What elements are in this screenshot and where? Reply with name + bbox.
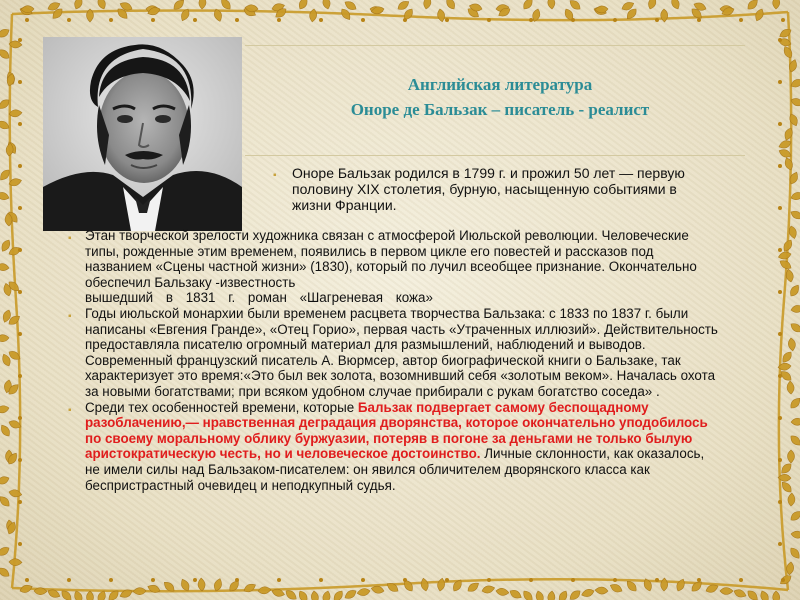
- paragraph-1: [68, 228, 720, 306]
- paragraph-2-text: Годы июльской монархии были временем расцвета творчества Бальзака: с 1833 по 1837 г. были написаны «Евгения Гранде», «Отец Горио», первая часть «Утраченных иллюзий». Действительность предоставляла писателю огромный материал для размышлений, наблюдений и выводов. Современный французский писатель А. Вюрмсер, автор биографической книги о Бальзаке, так характеризует это время:«Это был век золота, возомнивший себя «золотым веком». Началась охота за новыми богатствами; при всяком удобном случае прибирали с рукам богатство соседа» .: [85, 305, 718, 399]
- bullet-icon: ▪: [68, 310, 72, 322]
- bullet-icon: ▪: [273, 170, 277, 181]
- title-line-2: Оноре де Бальзак – писатель - реалист: [350, 100, 650, 119]
- paragraph-1-main: Этан творческой зрелости художника связан с атмосферой Июльской революции. Человеческие типы, рожденные этим временем, появились в первом цикле его повестей и рассказов под названием «Сцены частной жизни» (1830), который по лучил всеобщее признание. Окончательно обеспечил Бальзаку -известность: [85, 228, 697, 290]
- slide-title: [250, 72, 750, 122]
- paragraph-3-emphasis: Бальзак подвергает самому беспощадному разоблачению,— нравственная деградация дворянства, которое окончательно уподобилось по своему моральному облику буржуазии, потеряв в погоне за деньгами не только былую аристократическую честь, но и человеческое достоинство.: [85, 399, 708, 462]
- portrait-photo: [43, 37, 242, 231]
- bullet-icon: ▪: [68, 404, 72, 416]
- title-rule-top: [245, 45, 745, 46]
- intro-text: Оноре Бальзак родился в 1799 г. и прожил 50 лет — первую половину XIX столетия, бурную, насыщенную событиями в жизни Франции.: [292, 165, 685, 213]
- paragraph-3-end: Личные склонности, как оказалось, не имели силы над Бальзаком-писателем: он явился обличителем дворянского класса как беспристрастный очевидец и неподкупный судья.: [85, 446, 705, 493]
- body-text: [68, 228, 720, 493]
- title-rule-bottom: [245, 155, 745, 156]
- paragraph-3: [68, 400, 720, 494]
- paragraph-2: [68, 306, 720, 400]
- bullet-icon: ▪: [68, 233, 72, 244]
- paragraph-1-tail: вышедший в 1831 г. роман «Шагреневая кожа»: [85, 290, 433, 306]
- title-line-1: Английская литература: [407, 75, 593, 94]
- portrait-icon: [43, 37, 242, 231]
- intro-bullet: [273, 165, 713, 213]
- paragraph-3-start: Среди тех особенностей времени, которые: [85, 399, 358, 415]
